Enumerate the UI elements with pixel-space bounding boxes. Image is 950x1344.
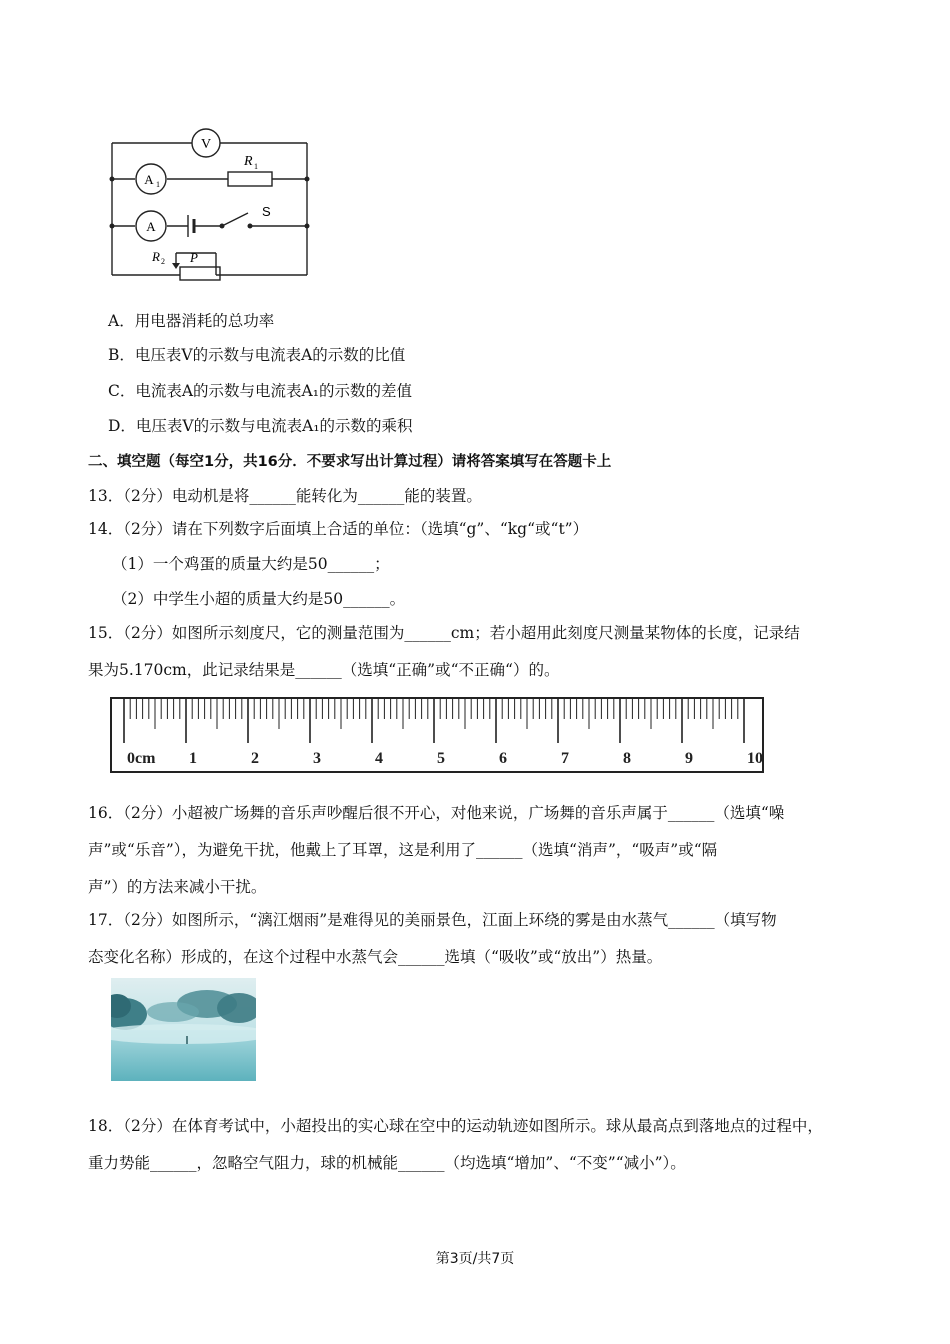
question-16-line-2: 声”或“乐音”），为避免干扰，他戴上了耳罩，这是利用了______（选填“消声”，“吸声”或“隔: [88, 841, 718, 859]
slider-label: P: [190, 250, 198, 265]
page-footer: 第3页/共7页: [435, 1251, 515, 1267]
voltmeter-label: V: [200, 137, 212, 152]
ammeter-a-label: A: [146, 219, 156, 234]
option-b: B．电压表V的示数与电流表A的示数的比值: [108, 346, 406, 364]
ammeter-a1-label: A: [144, 172, 154, 187]
ruler: [110, 697, 764, 773]
question-17-line-1: 17．（2分）如图所示，“漓江烟雨”是难得见的美丽景色，江面上环绕的雾是由水蒸气______（填写物: [88, 911, 777, 929]
r1-sub: 1: [254, 162, 258, 171]
ruler-label: 0cm: [127, 750, 156, 767]
misty-river-photo: [111, 978, 256, 1081]
ammeter-a1-sub: 1: [156, 180, 160, 189]
option-c: C．电流表A的示数与电流表A₁的示数的差值: [108, 382, 412, 400]
section-title: 二、填空题（每空1分，共16分．不要求写出计算过程）请将答案填写在答题卡上: [88, 454, 612, 470]
ruler-label: 3: [313, 750, 321, 767]
ruler-ticks: [112, 699, 762, 771]
question-16-line-3: 声”）的方法来减小干扰。: [88, 878, 267, 896]
ruler-label: 10: [747, 750, 762, 767]
r2-label: R: [152, 249, 160, 264]
ruler-label: 6: [499, 750, 507, 767]
circuit-diagram: [100, 125, 320, 285]
ruler-label: 7: [561, 750, 569, 767]
ruler-label: 4: [375, 750, 383, 767]
question-17-line-2: 态变化名称）形成的，在这个过程中水蒸气会______选填（“吸收”或“放出”）热量。: [88, 948, 663, 966]
ruler-label: 9: [685, 750, 693, 767]
option-d: D．电压表V的示数与电流表A₁的示数的乘积: [108, 417, 413, 435]
question-15-line-2: 果为5.170cm，此记录结果是______（选填“正确”或“不正确“）的。: [88, 661, 560, 679]
question-14-part-1: （1）一个鸡蛋的质量大约是50______；: [112, 555, 390, 573]
r1-label: R: [244, 154, 253, 169]
question-13: 13．（2分）电动机是将______能转化为______能的装置。: [88, 487, 482, 505]
ruler-label: 2: [251, 750, 259, 767]
question-14-stem: 14．（2分）请在下列数字后面填上合适的单位：（选填“g”、“kg“或“t”）: [88, 520, 589, 538]
question-16-line-1: 16．（2分）小超被广场舞的音乐声吵醒后很不开心，对他来说，广场舞的音乐声属于______（选填“噪: [88, 804, 785, 822]
option-a: A．用电器消耗的总功率: [108, 312, 275, 330]
ruler-label: 1: [189, 750, 197, 767]
ruler-label: 5: [437, 750, 445, 767]
question-18-line-2: 重力势能______，忽略空气阻力，球的机械能______（均选填“增加”、“不变”“减小”）。: [88, 1154, 686, 1172]
question-15-line-1: 15．（2分）如图所示刻度尺，它的测量范围为______cm；若小超用此刻度尺测量某物体的长度，记录结: [88, 624, 800, 642]
ruler-label: 8: [623, 750, 631, 767]
r2-sub: 2: [161, 257, 165, 266]
question-18-line-1: 18．（2分）在体育考试中，小超投出的实心球在空中的运动轨迹如图所示。球从最高点到落地点的过程中，: [88, 1117, 823, 1135]
question-14-part-2: （2）中学生小超的质量大约是50______。: [112, 590, 406, 608]
switch-label: S: [262, 204, 271, 219]
